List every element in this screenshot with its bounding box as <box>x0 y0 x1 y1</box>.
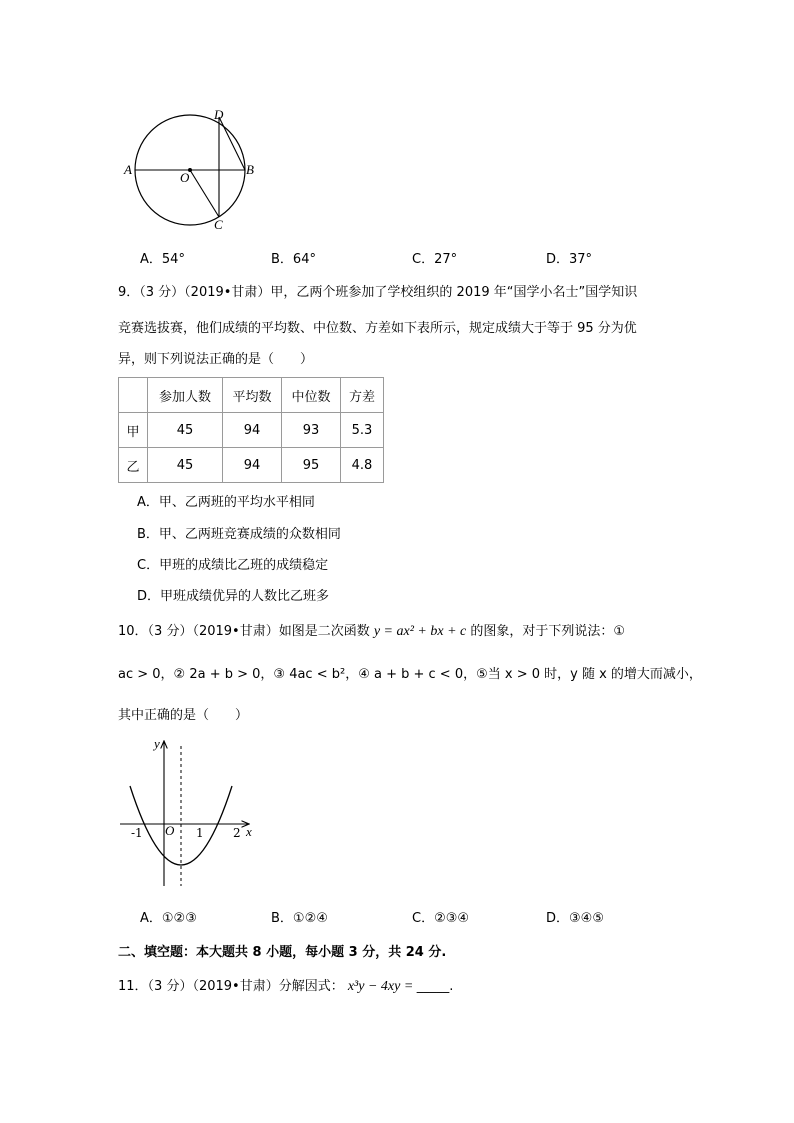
q8-option-c[interactable]: C．27° <box>412 252 458 267</box>
graph-tick-2: 2 <box>233 826 241 840</box>
table-header-row <box>119 378 384 413</box>
graph-label-y: y <box>154 736 160 751</box>
q10-parabola-graph <box>116 736 256 896</box>
table-cell: 94 <box>223 413 282 448</box>
graph-label-x: x <box>246 824 252 839</box>
q9-option-a[interactable]: A．甲、乙两班的平均水平相同 <box>137 495 315 510</box>
table-cell: 4.8 <box>341 448 384 483</box>
table-cell: 45 <box>148 448 223 483</box>
segment-oc <box>190 170 219 217</box>
label-d: D <box>214 107 224 122</box>
q11-line: 11．（3 分）（2019•甘肃）分解因式： x³y − 4xy = _____. <box>118 979 454 994</box>
table-cell: 45 <box>148 413 223 448</box>
table-cell: 乙 <box>119 448 148 483</box>
q11-answer-blank[interactable]: _____ <box>416 979 450 994</box>
q10-option-c[interactable]: C．②③④ <box>412 911 470 926</box>
graph-label-origin: O <box>165 823 175 838</box>
label-c: C <box>214 217 223 232</box>
table-header-cell: 平均数 <box>223 378 282 413</box>
q10-line-1: 10．（3 分）（2019•甘肃）如图是二次函数 y = ax² + bx + c 的图象，对于下列说法：① <box>118 624 626 639</box>
q9-line-1: 9．（3 分）（2019•甘肃）甲，乙两个班参加了学校组织的 2019 年“国学小名士”国学知识 <box>118 285 638 300</box>
table-cell: 95 <box>282 448 341 483</box>
q8-option-b[interactable]: B．64° <box>271 252 316 267</box>
q11-formula: x³y − 4xy = <box>347 979 417 994</box>
table-header-cell: 中位数 <box>282 378 341 413</box>
q8-option-a[interactable]: A．54° <box>140 252 185 267</box>
q9-option-b[interactable]: B．甲、乙两班竞赛成绩的众数相同 <box>137 527 341 542</box>
table-cell <box>119 378 148 413</box>
table-cell: 5.3 <box>341 413 384 448</box>
q9-line-3: 异，则下列说法正确的是（ ） <box>118 352 314 367</box>
label-o: O <box>180 170 190 185</box>
table-header-cell: 方差 <box>341 378 384 413</box>
q10-option-a[interactable]: A．①②③ <box>140 911 197 926</box>
q10-line-2: ac > 0，② 2a + b > 0，③ 4ac < b²，④ a + b + c < 0，⑤当 x > 0 时，y 随 x 的增大而减小， <box>118 667 702 682</box>
section-2-heading: 二、填空题：本大题共 8 小题，每小题 3 分，共 24 分. <box>118 945 447 960</box>
q9-option-d[interactable]: D．甲班成绩优异的人数比乙班多 <box>137 589 330 604</box>
graph-tick-1: 1 <box>196 826 204 840</box>
graph-tick-neg1: -1 <box>131 826 143 840</box>
table-row <box>119 448 384 483</box>
table-header-cell: 参加人数 <box>148 378 223 413</box>
q9-option-c[interactable]: C．甲班的成绩比乙班的成绩稳定 <box>137 558 329 573</box>
q10-option-d[interactable]: D．③④⑤ <box>546 911 604 926</box>
table-row <box>119 413 384 448</box>
q10-function-formula: y = ax² + bx + c <box>373 624 467 639</box>
table-cell: 甲 <box>119 413 148 448</box>
q10-option-b[interactable]: B．①②④ <box>271 911 328 926</box>
segment-db <box>219 117 245 170</box>
table-cell: 94 <box>223 448 282 483</box>
q9-data-table <box>118 377 384 483</box>
label-a: A <box>124 162 132 177</box>
q10-line-3: 其中正确的是（ ） <box>118 708 249 723</box>
label-b: B <box>246 162 254 177</box>
table-cell: 93 <box>282 413 341 448</box>
q8-option-d[interactable]: D．37° <box>546 252 593 267</box>
q9-line-2: 竞赛选拔赛，他们成绩的平均数、中位数、方差如下表所示，规定成绩大于等于 95 分为优 <box>118 321 637 336</box>
